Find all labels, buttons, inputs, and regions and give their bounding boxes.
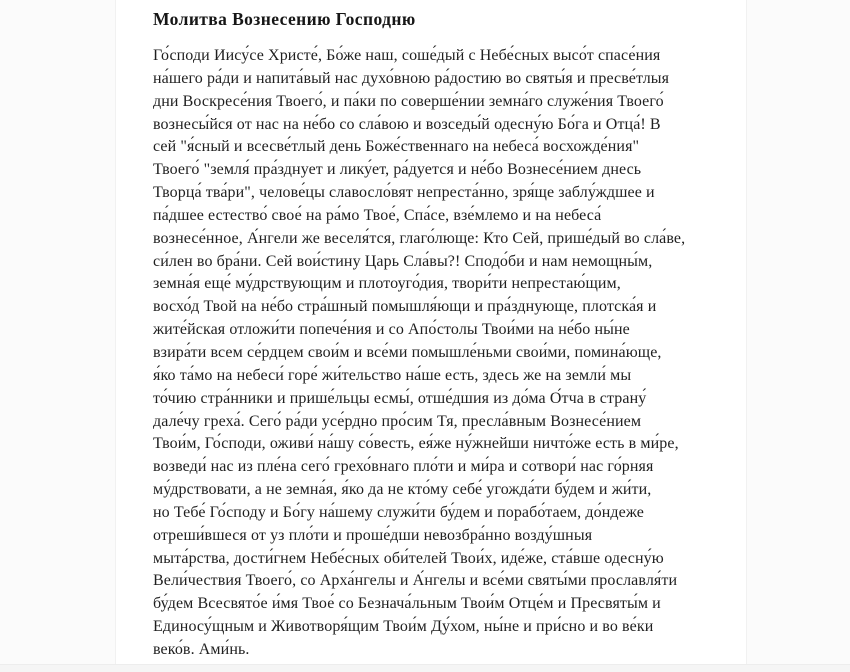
prayer-page [115,0,747,664]
bottom-margin [0,664,850,672]
prayer-body [153,45,745,662]
prayer-line: сей "я́сный и всесве́тлый день Боже́ственнаго на небеса́ восхожде́ния" [153,138,640,156]
prayer-line: Вели́чествия Твоего́, со Арха́нгелы и А́нгелы и все́ми святы́ми прославля́ти [153,572,678,590]
prayer-line: па́дшее естество́ свое́ на ра́мо Твое́, Спа́се, взе́млемо и на небеса́ [153,206,602,224]
prayer-line: вознесе́нное, А́нгели же веселя́тся, глаго́люще: Кто Сей, прише́дый во сла́ве, [153,229,686,247]
prayer-line: я́ко та́мо на небеси́ горе́ жи́тельство на́ше есть, здесь же на земли́ мы [153,366,632,384]
prayer-line: то́чию стра́нники и прише́льцы есмы́, отше́дшия из до́ма О́тча в страну́ [153,389,647,407]
prayer-line: восхо́д Твой на не́бо стра́шный помышля́ющи и пра́зднующе, плотска́я и [153,298,657,316]
prayer-page-content [153,9,745,662]
prayer-line: дни Воскресе́ния Твоего́, и па́ки по соверше́нии земна́го служе́ния Твоего́ [153,92,664,110]
prayer-line: Твои́м, Го́споди, оживи́ на́шу со́весть, ея́же ну́жнейши ничто́же есть в ми́ре, [153,435,679,453]
prayer-line: возведи́ нас из пле́на сего́ грехо́внаго пло́ти и ми́ра и сотвори́ нас го́рняя [153,458,654,476]
prayer-line: но Тебе́ Го́споду и Бо́гу на́шему служи́ти бу́дем и порабо́таем, до́ндеже [153,503,644,521]
prayer-line: мыта́рства, дости́гнем Небе́сных оби́телей Твои́х, иде́же, ста́вше одесну́ю [153,549,664,567]
prayer-title: Молитва Вознесению Господню [153,9,416,29]
prayer-line: на́шего ра́ди и напита́вый нас духо́вною ра́достию во святы́я и пресве́тлыя [153,69,670,87]
prayer-line: Го́споди Иису́се Христе́, Бо́же наш, соше́дый с Небе́сных высо́т спасе́ния [153,47,661,64]
prayer-line: Твоего́ "земля́ пра́зднует и лику́ет, ра́дуется и не́бо Вознесе́нием днесь [153,161,642,179]
prayer-line: жите́йская отложи́ти попече́ния и со Апо́столы Твои́ми на не́бо ны́не [153,321,630,339]
prayer-line: Единосу́щным и Животворя́щим Твои́м Ду́хом, ны́не и при́сно и во ве́ки [153,618,654,636]
prayer-line: отреши́вшеся от уз пло́ти и проше́дши невозбра́нно возду́шныя [153,526,593,544]
prayer-line: дале́чу греха́. Сего́ ра́ди усе́рдно про́сим Тя, пресла́вным Вознесе́нием [153,412,642,430]
prayer-line: взира́ти всем се́рдцем свои́м и все́ми помышле́ньми свои́ми, помина́юще, [153,343,662,361]
prayer-line: земна́я еще́ му́дрствующим и плотоуго́дия, твори́ти непрестаю́щим, [153,275,621,293]
prayer-line: веко́в. Ами́нь. [153,640,250,658]
prayer-line: му́дрствовати, а не земна́я, я́ко да не кто́му себе́ угожда́ти бу́дем и жи́ти, [153,481,652,499]
prayer-line: си́лен во бра́ни. Сей вои́стину Царь Сла́вы?! Сподо́би и нам немощны́м, [153,252,653,270]
prayer-line: бу́дем Всесвято́е и́мя Твое́ со Безнача́льным Твои́м Отце́м и Пресвяты́м и [153,595,661,613]
prayer-line: Творца́ тва́ри", челове́цы славосло́вят непреста́нно, зря́ще заблу́ждшее и [153,184,655,202]
prayer-line: вознесы́йся от нас на не́бо со сла́вою и возседы́й одесну́ю Бо́га и Отца́! В [153,115,661,133]
